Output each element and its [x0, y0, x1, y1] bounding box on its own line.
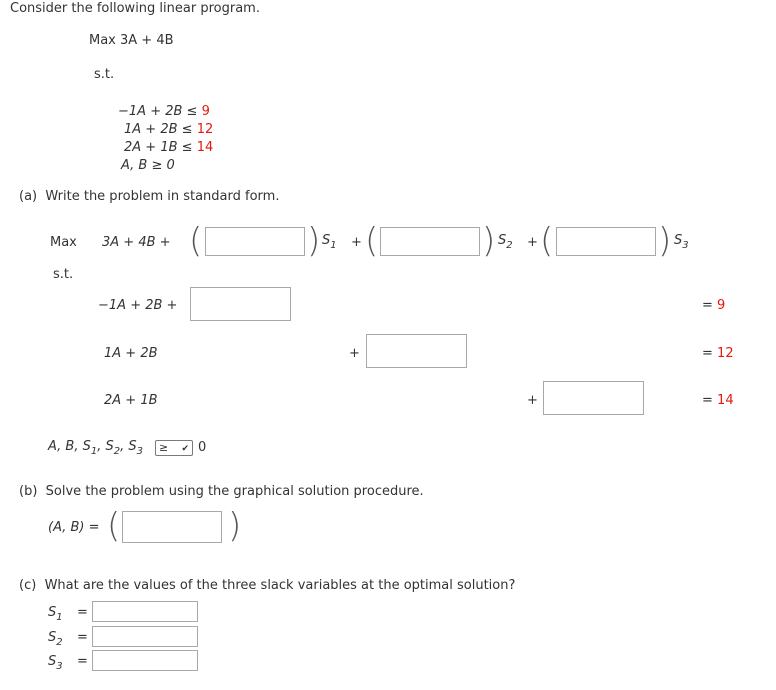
- plus-2: +: [527, 235, 538, 250]
- ab-right-paren: ): [228, 506, 242, 546]
- left-paren-2: (: [365, 221, 379, 261]
- row1-expr: −1A + 2B +: [98, 298, 178, 313]
- lp-c2-lhs: 1A + 2B: [124, 122, 182, 137]
- row2-plus: +: [349, 346, 360, 361]
- s2-eq: =: [77, 630, 88, 645]
- s2-label: $S_2$: [48, 630, 63, 648]
- nonneg-rhs: 0: [198, 440, 207, 455]
- row3-expr: 2A + 1B: [104, 393, 158, 408]
- slack-coef-1-input[interactable]: [205, 227, 305, 256]
- left-paren-1: (: [189, 221, 203, 261]
- lp-c3-rhs: 14: [196, 140, 214, 155]
- right-paren-3: ): [658, 221, 672, 261]
- lp-constraint-2: [124, 122, 213, 138]
- row3-plus: +: [527, 393, 538, 408]
- row1-rhs: = 9: [702, 298, 726, 313]
- right-paren-1: ): [307, 221, 321, 261]
- s3-input[interactable]: [92, 650, 198, 671]
- objective-expr: 3A + 4B +: [102, 235, 171, 250]
- s3-eq: =: [77, 654, 88, 669]
- lp-constraint-1: [118, 104, 210, 120]
- s1-eq: =: [77, 605, 88, 620]
- nonneg-select-value: ≥: [159, 441, 169, 454]
- ab-left-paren: (: [107, 506, 121, 546]
- lp-nonneg: A, B ≥ 0: [121, 158, 175, 173]
- nonneg-relation-select[interactable]: [155, 440, 193, 456]
- part-c-question: [19, 578, 515, 594]
- s1-label: $S_1$: [48, 605, 63, 623]
- row3-rhs: = 14: [702, 393, 734, 408]
- row2-slack-input[interactable]: [366, 334, 467, 368]
- part-c-text: What are the values of the three slack variables at the optimal solution?: [44, 578, 516, 593]
- lp-c3-lhs: 2A + 1B: [124, 140, 182, 155]
- part-a-question: [19, 189, 279, 205]
- lp-st: s.t.: [94, 67, 115, 82]
- lp-c2-op: ≤: [181, 122, 193, 137]
- part-a-label: (a): [19, 189, 38, 204]
- slack-coef-3-input[interactable]: [556, 227, 656, 256]
- lp-objective: Max 3A + 4B: [89, 33, 174, 48]
- slack-var-1: $S_1$: [322, 233, 337, 251]
- slack-var-3: $S_3$: [674, 233, 689, 251]
- part-b-question: [19, 484, 424, 500]
- lp-constraint-3: [124, 140, 213, 156]
- standard-st: s.t.: [53, 267, 74, 282]
- row1-slack-input[interactable]: [190, 287, 291, 321]
- lp-c1-rhs: 9: [201, 104, 210, 119]
- s3-label: $S_3$: [48, 654, 63, 672]
- max-label: Max: [50, 235, 77, 250]
- plus-1: +: [351, 235, 362, 250]
- nonneg-vars: A, B, $S_1$, $S_2$, $S_3$: [48, 439, 144, 457]
- ab-label: (A, B) =: [48, 520, 100, 535]
- left-paren-3: (: [540, 221, 554, 261]
- part-a-text: Write the problem in standard form.: [45, 189, 280, 204]
- row2-rhs: = 12: [702, 346, 734, 361]
- lp-c1-lhs: −1A + 2B: [118, 104, 183, 119]
- lp-c3-op: ≤: [181, 140, 193, 155]
- lp-c2-rhs: 12: [196, 122, 214, 137]
- slack-coef-2-input[interactable]: [380, 227, 480, 256]
- chevron-down-icon: ✔: [181, 444, 189, 454]
- ab-answer-input[interactable]: [122, 511, 222, 543]
- slack-var-2: $S_2$: [498, 233, 513, 251]
- part-b-label: (b): [19, 484, 38, 499]
- s2-input[interactable]: [92, 626, 198, 647]
- lp-c1-op: ≤: [186, 104, 198, 119]
- s1-input[interactable]: [92, 601, 198, 622]
- part-b-text: Solve the problem using the graphical solution procedure.: [45, 484, 424, 499]
- row2-expr: 1A + 2B: [104, 346, 158, 361]
- row3-slack-input[interactable]: [543, 381, 644, 415]
- intro-text: Consider the following linear program.: [10, 1, 260, 16]
- part-c-label: (c): [19, 578, 37, 593]
- right-paren-2: ): [482, 221, 496, 261]
